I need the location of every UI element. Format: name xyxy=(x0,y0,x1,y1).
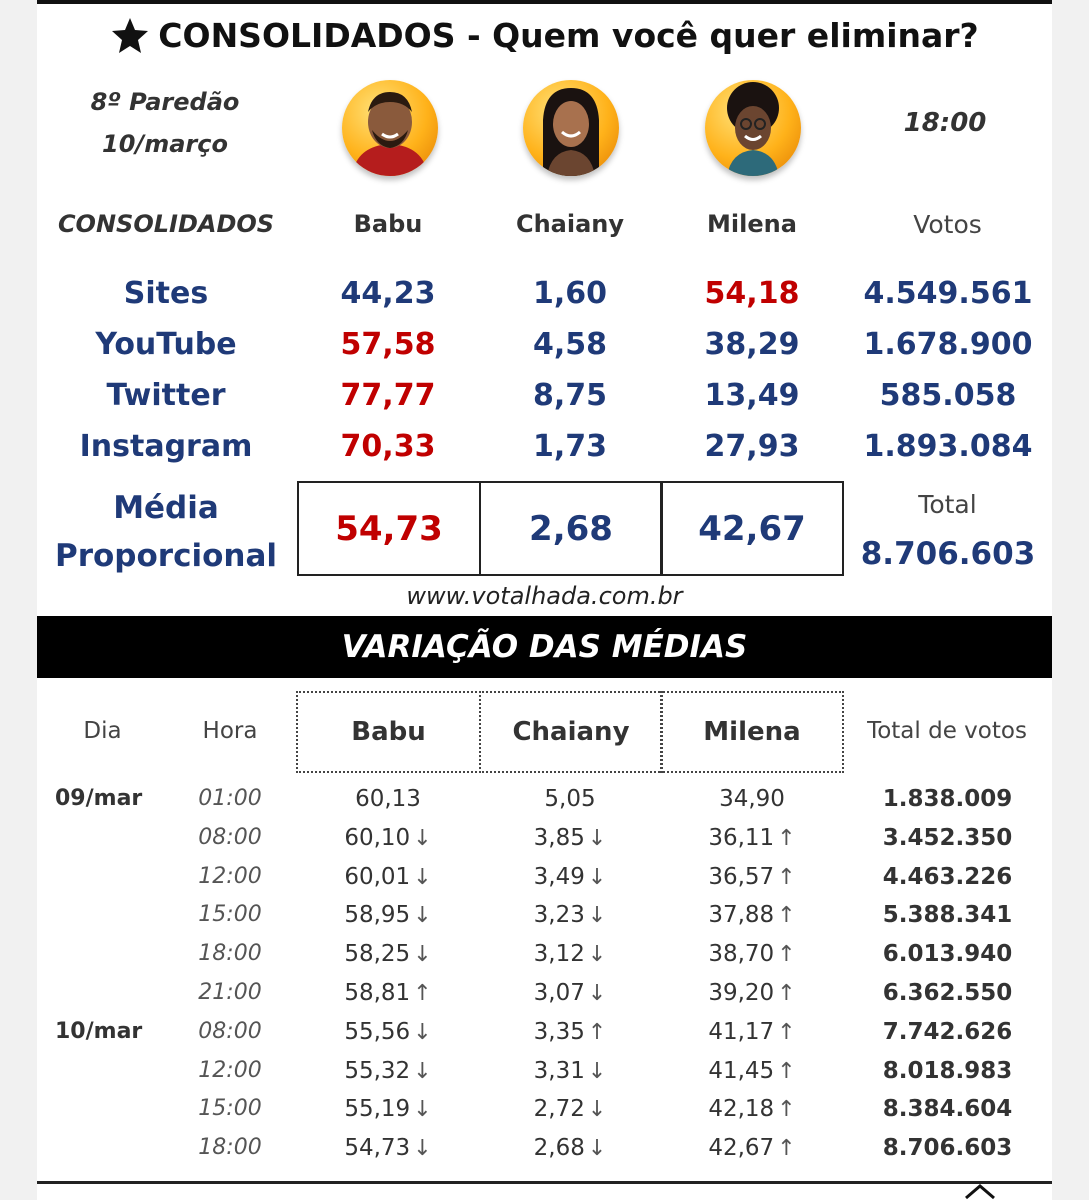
row-hour: 18:00 xyxy=(198,1135,262,1161)
row-label: YouTube xyxy=(95,327,237,362)
website-link[interactable]: www.votalhada.com.br xyxy=(406,582,683,610)
vh-dia: Dia xyxy=(83,718,122,744)
row-value xyxy=(480,1135,660,1161)
arrow-down-icon: ↓ xyxy=(587,981,607,1006)
row-votes: 1.893.084 xyxy=(863,429,1033,464)
row-value: 1,73 xyxy=(532,429,608,464)
row-total: 3.452.350 xyxy=(882,824,1013,851)
row-value xyxy=(662,1058,842,1084)
row-value xyxy=(298,1135,478,1161)
row-votes: 4.549.561 xyxy=(863,276,1033,311)
arrow-down-icon: ↓ xyxy=(587,864,607,890)
table-row xyxy=(0,1096,1089,1134)
header-chaiany: Chaiany xyxy=(515,210,625,238)
table-row xyxy=(0,1019,1089,1057)
row-total: 5.388.341 xyxy=(882,902,1013,929)
row-value: 57,58 xyxy=(340,327,436,362)
row-value: 44,23 xyxy=(340,276,436,311)
row-hour: 08:00 xyxy=(198,1018,262,1044)
row-value xyxy=(298,1096,478,1122)
update-time: 18:00 xyxy=(903,108,987,138)
value-text: 41,45 xyxy=(708,1057,775,1084)
row-total: 1.838.009 xyxy=(882,786,1013,812)
arrow-down-icon: ↓ xyxy=(413,864,432,890)
arrow-up-icon: ↑ xyxy=(777,825,796,851)
arrow-up-icon: ↑ xyxy=(777,864,796,890)
row-value: 54,18 xyxy=(704,276,800,311)
row-value xyxy=(298,864,478,890)
arrow-down-icon: ↓ xyxy=(413,942,432,968)
row-hour: 08:00 xyxy=(198,824,262,850)
vh-hora: Hora xyxy=(202,718,258,744)
arrow-up-icon: ↑ xyxy=(777,1136,796,1162)
chevron-up-icon[interactable] xyxy=(962,1182,998,1200)
table-row xyxy=(0,786,1089,824)
media-milena: 42,67 xyxy=(660,481,844,576)
arrow-down-icon: ↓ xyxy=(587,1097,607,1123)
arrow-up-icon: ↑ xyxy=(413,981,432,1006)
row-total: 6.362.550 xyxy=(882,980,1013,1006)
row-value xyxy=(480,941,660,967)
value-text: 58,25 xyxy=(344,941,411,968)
header-babu: Babu xyxy=(353,210,423,238)
arrow-down-icon: ↓ xyxy=(587,825,607,851)
arrow-down-icon: ↓ xyxy=(413,825,432,851)
row-total: 8.018.983 xyxy=(882,1057,1013,1084)
value-text: 37,88 xyxy=(708,902,775,929)
row-value xyxy=(662,1135,842,1161)
row-value: 8,75 xyxy=(532,378,608,413)
row-hour: 21:00 xyxy=(198,980,262,1005)
row-value xyxy=(662,825,842,851)
table-row xyxy=(0,941,1089,979)
arrow-up-icon: ↑ xyxy=(777,903,796,929)
arrow-up-icon: ↑ xyxy=(777,1019,796,1045)
row-hour: 12:00 xyxy=(198,1057,262,1083)
arrow-down-icon: ↓ xyxy=(587,942,607,968)
row-hour: 12:00 xyxy=(198,863,262,889)
row-value xyxy=(662,1019,842,1045)
value-text: 3,23 xyxy=(533,902,585,929)
row-label: Twitter xyxy=(106,378,226,413)
arrow-down-icon: ↓ xyxy=(587,1058,607,1084)
row-value xyxy=(298,941,478,967)
total-votes: 8.706.603 xyxy=(860,536,1036,572)
value-text: 36,57 xyxy=(708,863,775,890)
row-day: 10/mar xyxy=(55,1018,143,1044)
value-text: 34,90 xyxy=(719,786,785,812)
header-consolidados: CONSOLIDADOS xyxy=(57,210,275,238)
arrow-down-icon: ↓ xyxy=(587,903,607,929)
variacao-title: VARIAÇÃO DAS MÉDIAS xyxy=(37,616,1052,678)
row-day: 09/mar xyxy=(55,786,143,811)
vh-total: Total de votos xyxy=(867,718,1027,744)
row-value: 4,58 xyxy=(532,327,608,362)
row-value: 13,49 xyxy=(704,378,800,413)
value-text: 3,85 xyxy=(533,824,585,851)
row-value xyxy=(662,864,842,890)
page-title xyxy=(37,10,1052,60)
arrow-down-icon: ↓ xyxy=(587,1136,607,1162)
arrow-up-icon: ↑ xyxy=(587,1019,607,1045)
table-row xyxy=(0,1058,1089,1096)
top-border xyxy=(37,0,1052,4)
header-votos: Votos xyxy=(913,210,982,239)
row-value xyxy=(298,1019,478,1045)
arrow-down-icon: ↓ xyxy=(413,1019,432,1045)
value-text: 55,19 xyxy=(344,1096,411,1123)
value-text: 55,32 xyxy=(344,1057,411,1084)
media-label-2: Proporcional xyxy=(55,538,277,574)
media-babu: 54,73 xyxy=(297,481,481,576)
arrow-up-icon: ↑ xyxy=(777,1058,796,1084)
arrow-down-icon: ↓ xyxy=(413,1136,432,1162)
value-text: 3,07 xyxy=(533,980,585,1006)
value-text: 2,68 xyxy=(533,1135,585,1162)
vh-chaiany: Chaiany xyxy=(479,691,663,773)
table-row xyxy=(0,980,1089,1018)
row-hour: 15:00 xyxy=(198,902,262,928)
row-value: 77,77 xyxy=(340,378,436,413)
value-text: 54,73 xyxy=(344,1135,411,1162)
arrow-up-icon: ↑ xyxy=(777,942,796,968)
value-text: 58,81 xyxy=(344,980,411,1006)
value-text: 42,67 xyxy=(708,1135,775,1162)
row-value xyxy=(480,786,660,812)
value-text: 3,49 xyxy=(533,863,585,890)
row-value xyxy=(480,980,660,1006)
value-text: 36,11 xyxy=(708,824,775,851)
table-row xyxy=(0,902,1089,940)
header-milena: Milena xyxy=(707,210,797,238)
row-value xyxy=(480,1096,660,1122)
row-total: 8.384.604 xyxy=(882,1096,1013,1123)
total-label: Total xyxy=(918,490,977,519)
bottom-border xyxy=(37,1181,1052,1184)
row-value xyxy=(480,902,660,928)
avatar-babu xyxy=(342,80,438,176)
arrow-down-icon: ↓ xyxy=(413,903,432,929)
row-value: 1,60 xyxy=(532,276,608,311)
value-text: 2,72 xyxy=(533,1096,585,1123)
row-value: 27,93 xyxy=(704,429,800,464)
row-total: 8.706.603 xyxy=(882,1135,1013,1162)
row-value xyxy=(662,786,842,812)
media-label-1: Média xyxy=(113,490,219,526)
row-votes: 585.058 xyxy=(879,378,1017,413)
row-total: 7.742.626 xyxy=(882,1018,1013,1045)
row-value xyxy=(298,825,478,851)
value-text: 60,13 xyxy=(355,786,421,812)
row-value xyxy=(480,1058,660,1084)
row-value xyxy=(298,902,478,928)
value-text: 42,18 xyxy=(708,1096,775,1123)
row-value xyxy=(298,786,478,812)
arrow-down-icon: ↓ xyxy=(413,1097,432,1123)
row-label: Instagram xyxy=(79,429,253,464)
row-value xyxy=(662,1096,842,1122)
value-text: 60,10 xyxy=(344,824,411,851)
row-hour: 15:00 xyxy=(198,1096,262,1122)
arrow-up-icon: ↑ xyxy=(777,981,796,1006)
value-text: 41,17 xyxy=(708,1018,775,1045)
table-row xyxy=(0,864,1089,902)
row-votes: 1.678.900 xyxy=(863,327,1033,362)
paredao-date: 10/março xyxy=(102,130,228,158)
row-value xyxy=(298,1058,478,1084)
value-text: 55,56 xyxy=(344,1018,411,1045)
value-text: 58,95 xyxy=(344,902,411,929)
row-value xyxy=(662,941,842,967)
avatar-chaiany xyxy=(523,80,619,176)
value-text: 3,31 xyxy=(533,1057,585,1084)
vh-babu: Babu xyxy=(296,691,481,773)
row-value xyxy=(662,902,842,928)
arrow-up-icon: ↑ xyxy=(777,1097,796,1123)
value-text: 38,70 xyxy=(708,941,775,968)
row-total: 6.013.940 xyxy=(882,941,1013,968)
vh-milena: Milena xyxy=(660,691,844,773)
row-hour: 01:00 xyxy=(198,786,262,811)
row-hour: 18:00 xyxy=(198,941,262,967)
value-text: 3,35 xyxy=(533,1018,585,1045)
value-text: 39,20 xyxy=(708,980,775,1006)
row-value: 38,29 xyxy=(704,327,800,362)
table-row xyxy=(0,825,1089,863)
row-label: Sites xyxy=(123,276,209,311)
row-value xyxy=(480,864,660,890)
row-value xyxy=(480,1019,660,1045)
title-text: CONSOLIDADOS - Quem você quer eliminar? xyxy=(158,15,979,55)
row-value xyxy=(298,980,478,1006)
value-text: 60,01 xyxy=(344,863,411,890)
paredao-number: 8º Paredão xyxy=(90,88,240,116)
media-chaiany: 2,68 xyxy=(479,481,663,576)
table-row xyxy=(0,1135,1089,1173)
value-text: 5,05 xyxy=(544,786,596,812)
arrow-down-icon: ↓ xyxy=(413,1058,432,1084)
value-text: 3,12 xyxy=(533,941,585,968)
avatar-milena xyxy=(705,80,801,176)
row-total: 4.463.226 xyxy=(882,863,1013,890)
star-icon xyxy=(110,16,150,54)
row-value: 70,33 xyxy=(340,429,436,464)
row-value xyxy=(480,825,660,851)
row-value xyxy=(662,980,842,1006)
